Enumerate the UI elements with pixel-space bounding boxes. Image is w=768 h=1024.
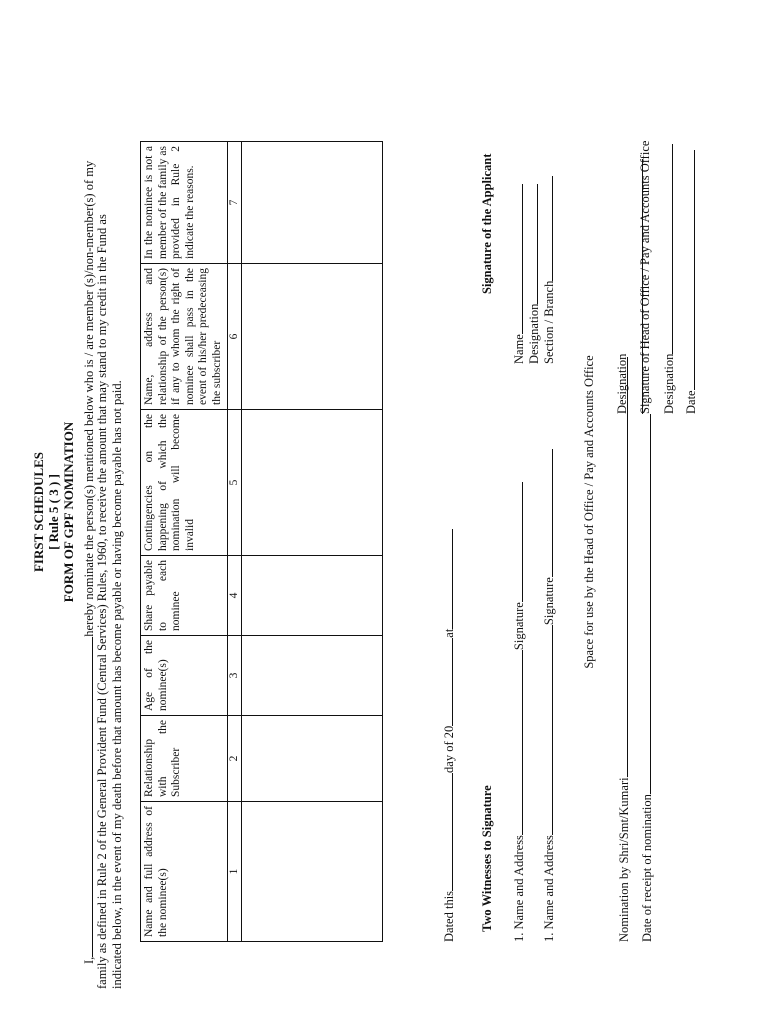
column-number: 5 [227,410,242,556]
date-receipt-label: Date of receipt of nomination [640,794,654,942]
day-of-label: day of 20 [442,725,456,773]
applicant-section-label: Section / Branch [542,280,556,364]
entry-nominee-name[interactable] [242,802,383,942]
entry-share[interactable] [242,556,383,636]
subscriber-name-line [80,637,93,957]
office-date-label: Date [684,390,698,414]
entry-alternate-nominee[interactable] [242,264,383,410]
office-designation-label: Designation [615,353,629,414]
witness-2-row [540,322,557,942]
witnesses-title: Two Witnesses to Signature [480,785,494,932]
witness-1-name-label: 1. Name and Address [512,835,526,942]
nomination-table [140,141,383,942]
head-signature-label: Signature of Head of Office / Pay and Accounts Office [638,140,652,414]
column-number: 7 [227,142,242,264]
applicant-designation-label: Designation [527,303,541,364]
intro-line-2: family as defined in Rule 2 of the General Provident Fund (Central Services) Rules, 1960, to receive the amount that may stand to my credit in the Fund as [95,214,109,989]
office-use-caption: Space for use by the Head of Office / Pay and Accounts Office [582,355,596,669]
column-number: 3 [227,636,242,716]
witness-1-signature-line[interactable] [510,482,523,602]
office-date-line[interactable] [682,150,695,390]
header-nominee-name: Name and full address of the nominee(s) [141,802,228,942]
witness-2-signature-label: Signature [542,577,556,626]
dated-day-line [440,773,453,891]
nomination-by-line[interactable] [615,357,628,777]
table-entry-row [242,142,383,942]
dated-place-line [440,529,453,629]
intro-text-1: hereby nominate the person(s) mentioned below who is / are member (s)/non-member(s) of my [82,160,96,637]
entry-relationship[interactable] [242,716,383,802]
at-label: at [442,628,456,638]
witness-2-name-line[interactable] [540,625,553,835]
table-number-row [227,142,242,942]
dated-line [440,382,457,942]
header-relationship: Relationship with the Subscriber [141,716,228,802]
entry-contingencies[interactable] [242,410,383,556]
witness-2-name-label: 1. Name and Address [542,835,556,942]
applicant-name-line[interactable] [510,184,523,334]
intro-line-1 [80,134,96,964]
applicant-section-line[interactable] [540,176,553,281]
column-number: 2 [227,716,242,802]
header-alternate-nominee: Name, address and relationship of the person(s) if any to whom the right of nominee shall pass in the event of his/her predeceasing the subscriber [141,264,228,410]
column-number: 1 [227,802,242,942]
office-date-row [682,114,699,414]
applicant-section-row [540,124,557,364]
column-number: 4 [227,556,242,636]
office-designation-2-label: Designation [662,353,676,414]
column-number: 6 [227,264,242,410]
form-schedule-title: FIRST SCHEDULES [31,451,46,573]
header-contingencies: Contingencies on the happening of which the nomination will become invalid [141,410,228,556]
intro-start: I, [82,956,96,964]
entry-reasons[interactable] [242,142,383,264]
witness-1-signature-label: Signature [512,602,526,651]
office-designation-2-line[interactable] [660,144,673,354]
date-receipt-row [638,342,655,942]
date-receipt-line[interactable] [638,414,651,794]
witness-1-row [510,322,527,942]
witness-2-signature-line[interactable] [540,449,553,577]
witness-1-name-line[interactable] [510,650,523,835]
dated-year-line [440,638,453,726]
header-reasons: In the nominee is not a member of the family as provided in Rule 2 indicate the reasons. [141,142,228,264]
header-share: Share payable to each nominee [141,556,228,636]
nomination-by-row [615,342,632,942]
nomination-by-label: Nomination by Shri/Smt/Kumari [617,777,631,942]
form-rule-reference: [ Rule 5 ( 3 ) ] [46,474,61,550]
form-title: FORM OF GPF NOMINATION [61,421,76,603]
applicant-designation-line[interactable] [525,184,538,304]
office-designation-2-row [660,114,677,414]
table-header-row [141,142,228,942]
entry-age[interactable] [242,636,383,716]
applicant-signature-title: Signature of the Applicant [480,153,494,294]
intro-line-3: indicated below, in the event of my death before that amount has become payable or having become payable has not paid. [110,380,124,989]
applicant-name-label: Name [512,334,526,364]
header-age: Age of the nominee(s) [141,636,228,716]
dated-this-label: Dated this [442,890,456,942]
